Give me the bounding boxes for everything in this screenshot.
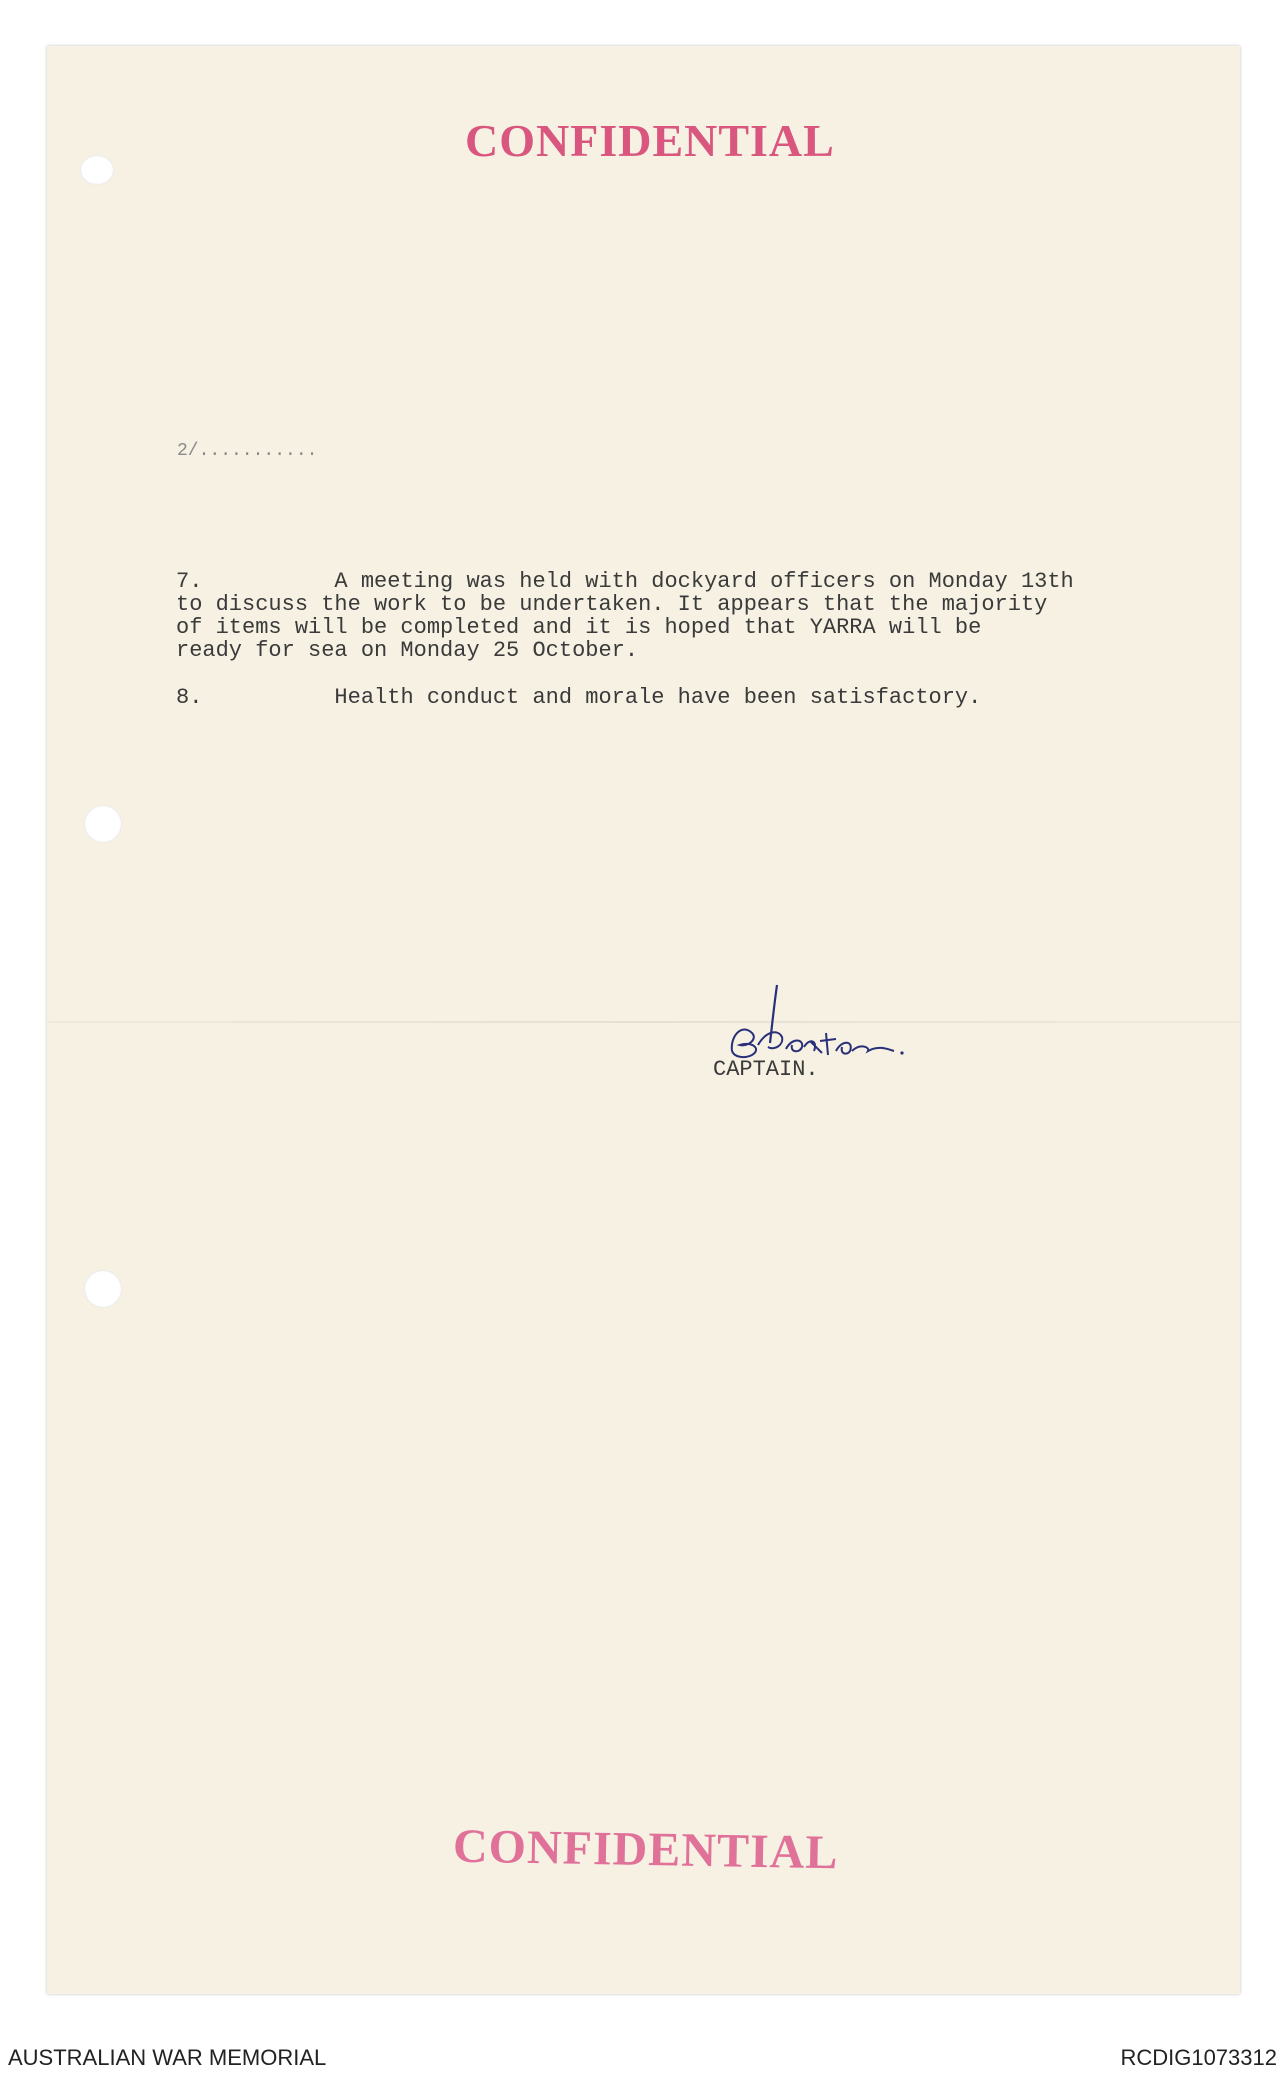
punch-hole-upper [84, 805, 122, 843]
paragraph-7 [176, 570, 1074, 662]
paragraph-line: of items will be completed and it is hoped that YARRA will be [176, 615, 982, 640]
fold-line [47, 1021, 1240, 1023]
archive-credit: AUSTRALIAN WAR MEMORIAL [8, 2045, 327, 2070]
signature-title: CAPTAIN. [713, 1057, 819, 1082]
confidential-stamp-top: CONFIDENTIAL [465, 115, 835, 166]
paragraph-8 [176, 686, 981, 709]
confidential-stamp-bottom: CONFIDENTIAL [452, 1819, 839, 1880]
page-reference: 2/........... [177, 441, 318, 461]
paragraph-number: 8. [176, 685, 203, 710]
paragraph-line: ready for sea on Monday 25 October. [176, 638, 639, 663]
paragraph-line: to discuss the work to be undertaken. It appears that the majority [176, 592, 1048, 617]
document-sheet [47, 46, 1240, 1994]
torn-punch-hole [80, 155, 114, 185]
paragraph-number: 7. [176, 569, 203, 594]
record-id: RCDIG1073312 [1120, 2045, 1277, 2070]
paragraph-line: A meeting was held with dockyard officers on Monday 13th [202, 569, 1074, 594]
punch-hole-lower [84, 1270, 122, 1308]
paragraph-line: Health conduct and morale have been satisfactory. [202, 685, 982, 710]
